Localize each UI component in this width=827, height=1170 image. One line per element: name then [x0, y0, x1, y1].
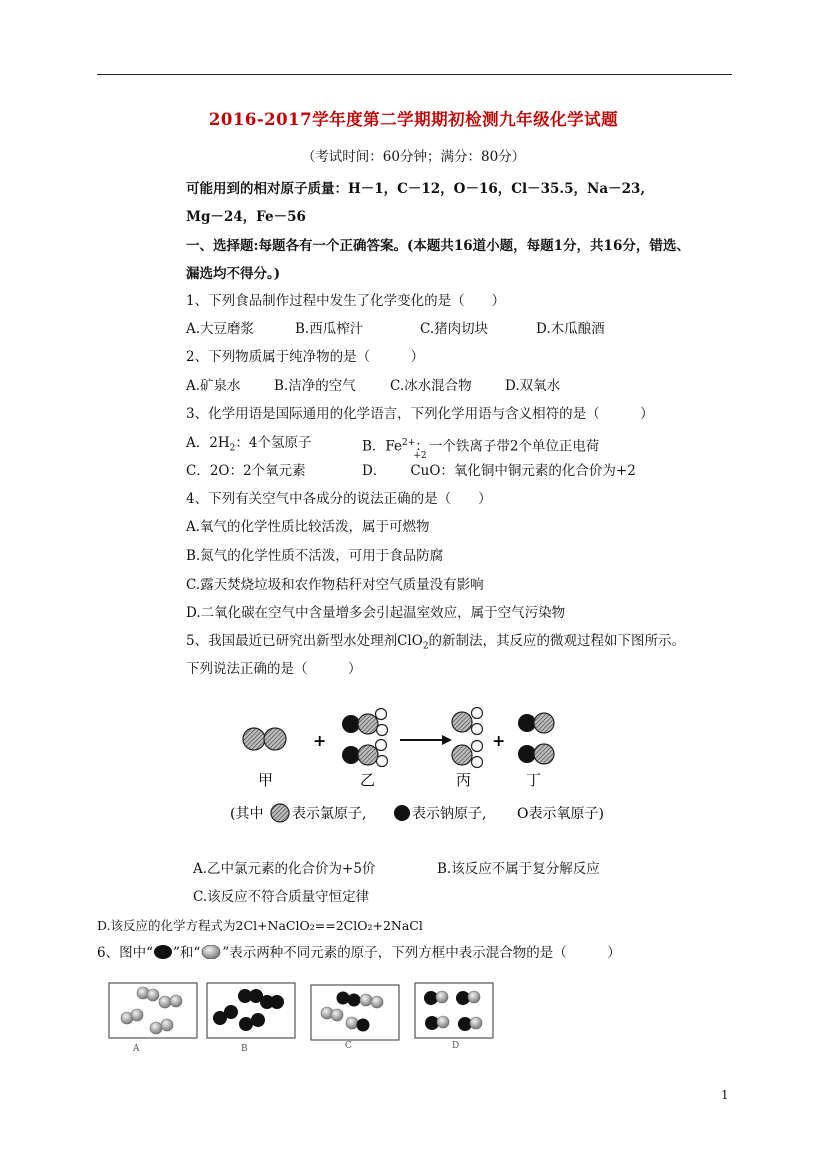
atomic-mass-line2: Mg－24，Fe－56 [186, 209, 306, 225]
q2-stem: 2、下列物质属于纯净物的是（ ） [186, 349, 425, 365]
exam-title: 2016-2017学年度第二学期期初检测九年级化学试题 [208, 110, 619, 129]
q1-option-c: C.猪肉切块 [420, 321, 489, 337]
option-box-b [207, 983, 295, 1038]
q2-option-c: C.冰水混合物 [390, 378, 472, 394]
black-atom-icon [153, 945, 173, 959]
q6-stem: 6、图中“ ”和“ ”表示两种不同元素的原子，下列方框中表示混合物的是（ ） [97, 945, 621, 961]
q4-option-b: B.氮气的化学性质不活泼，可用于食品防腐 [186, 548, 444, 564]
q1-stem: 1、下列食品制作过程中发生了化学变化的是（ ） [186, 293, 506, 309]
reaction-diagram [220, 700, 650, 830]
legend-chlorine: 表示氯原子, [292, 806, 367, 822]
label-jia: 甲 [258, 771, 274, 789]
molecule-jia [243, 728, 286, 750]
box-label-c: C [345, 1041, 352, 1051]
valence-mark: +2 [413, 451, 427, 461]
option-box-d [415, 983, 493, 1038]
legend-prefix: (其中 [230, 806, 264, 822]
label-ding: 丁 [526, 771, 542, 789]
q5-stem: 5、我国最近已研究出新型水处理剂ClO$_2$的新制法，其反应的微观过程如下图所示。 [186, 633, 686, 652]
q5-option-d: D.该反应的化学方程式为2Cl+NaClO₂==2ClO₂+2NaCl [97, 918, 423, 933]
q5-option-c: C.该反应不符合质量守恒定律 [193, 889, 370, 905]
option-box-c [311, 985, 399, 1040]
q3-option-b: B．$Fe^{2+}$：一个铁离子带2个单位正电荷 [362, 438, 600, 455]
molecule-ding [518, 713, 554, 764]
label-bing: 丙 [456, 771, 472, 789]
molecule-yi [342, 709, 388, 767]
q5-stem-cont: 下列说法正确的是（ ） [186, 661, 362, 677]
q5-option-a: A.乙中氯元素的化合价为+5价 [193, 861, 376, 877]
legend-oxygen: O表示氧原子) [517, 806, 604, 822]
q4-stem: 4、下列有关空气中各成分的说法正确的是（ ） [186, 491, 492, 507]
molecule-bing [452, 708, 483, 768]
q1-option-b: B.西瓜榨汁 [295, 321, 364, 337]
q4-option-d: D.二氧化碳在空气中含量增多会引起温室效应，属于空气污染物 [186, 605, 566, 621]
page-number: 1 [721, 1088, 729, 1102]
plus-sign: + [492, 731, 506, 750]
sodium-atom-icon [394, 805, 410, 821]
q3-option-a: A．$2H_2$：4个氢原子 [186, 435, 312, 454]
option-box-a [109, 983, 197, 1038]
atomic-mass-line1: 可能用到的相对原子质量：H－1，C－12，O－16，Cl－35.5，Na－23, [186, 181, 646, 197]
q4-option-a: A.氧气的化学性质比较活泼，属于可燃物 [186, 519, 430, 535]
q2-option-a: A.矿泉水 [186, 378, 241, 394]
q3-stem: 3、化学用语是国际通用的化学语言，下列化学用语与含义相符的是（ ） [186, 406, 654, 422]
q1-option-d: D.木瓜酿酒 [536, 321, 605, 337]
box-label-a: A [133, 1044, 140, 1054]
q3-option-c: C．2O：2个氧元素 [186, 463, 306, 479]
header-rule [97, 74, 732, 75]
plus-sign: + [313, 731, 327, 750]
box-label-b: B [241, 1044, 248, 1054]
q2-option-d: D.双氧水 [505, 378, 561, 394]
q6-options-figure [105, 980, 505, 1055]
label-yi: 乙 [360, 771, 376, 789]
legend-sodium: 表示钠原子, [412, 806, 487, 822]
section1-heading-cont: 漏选均不得分。) [186, 266, 281, 282]
section1-heading: 一、选择题:每题各有一个正确答案。(本题共16道小题，每题1分，共16分，错选、 [186, 238, 690, 254]
q5-option-b: B.该反应不属于复分解反应 [437, 861, 600, 877]
exam-info: （考试时间：60分钟；满分：80分） [301, 149, 526, 165]
box-label-d: D [452, 1041, 460, 1051]
q2-option-b: B.洁净的空气 [274, 378, 356, 394]
chlorine-atom-icon [271, 804, 289, 822]
q3-option-d: D． +2 CuO：氧化铜中铜元素的化合价为+2 [362, 451, 636, 479]
reaction-arrow [400, 735, 452, 745]
q1-option-a: A.大豆磨浆 [186, 321, 255, 337]
gray-atom-icon [200, 945, 222, 959]
q4-option-c: C.露天焚烧垃圾和农作物秸秆对空气质量没有影响 [186, 577, 484, 593]
